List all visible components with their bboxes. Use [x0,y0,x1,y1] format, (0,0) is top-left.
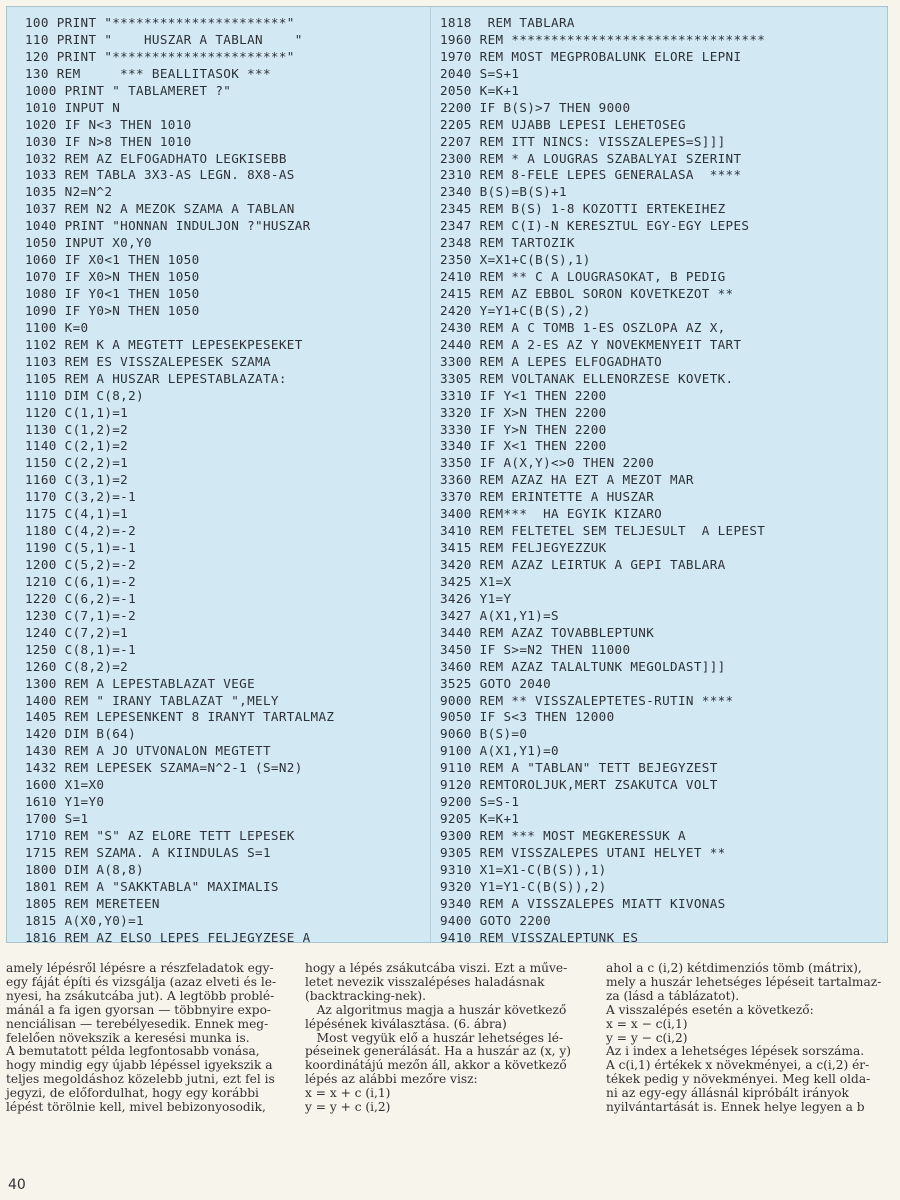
code-line: 2348 REM TARTOZIK [440,235,575,251]
text-line: jegyzi, de előfordulhat, hogy egy korábbi [6,1086,259,1101]
code-line: 1818 REM TABLARA [440,15,575,30]
article-column-1 [6,962,287,1115]
code-line: 1033 REM TABLA 3X3-AS LEGN. 8X8-AS [25,167,295,183]
code-line: 1130 C(1,2)=2 [25,421,129,437]
code-line: 3427 A(X1,Y1)=S [440,607,559,623]
code-line: 1816 REM AZ ELSO LEPES FELJEGYZESE A [25,929,311,945]
code-line: 9300 REM *** MOST MEGKERESSUK A [440,828,686,843]
code-line: 1710 REM "S" AZ ELORE TETT LEPESEK [25,828,295,843]
code-line: 3450 IF S>=N2 THEN 11000 [440,641,631,657]
code-line: 1220 C(6,2)=-1 [25,590,137,606]
code-line: 2347 REM C(I)-N KERESZTUL EGY-EGY LEPES [440,218,750,234]
code-line: 2440 REM A 2-ES AZ Y NOVEKMENYEIT TART [440,336,742,352]
code-line: 2310 REM 8-FELE LEPES GENERALASA **** [440,167,742,183]
article-column-3 [606,962,894,1115]
text-line: lépésének kiválasztása. (6. ábra) [305,1016,507,1031]
code-line: 9120 REMTOROLJUK,MERT ZSAKUTCA VOLT [440,777,718,793]
code-line: 1432 REM LEPESEK SZAMA=N^2-1 (S=N2) [25,760,303,776]
code-line: 100 PRINT "**********************" [25,15,295,30]
code-line: 1100 K=0 [25,319,89,335]
code-line: 9060 B(S)=0 [440,726,528,742]
code-line: 1080 IF Y0<1 THEN 1050 [25,286,200,301]
text-line: péseinek generálását. Ha a huszár az (x, y) [305,1044,572,1059]
code-line: 1210 C(6,1)=-2 [25,573,137,589]
code-line: 1110 DIM C(8,2) [25,387,144,403]
code-line: 1170 C(3,2)=-1 [25,489,137,505]
code-line: 1032 REM AZ ELFOGADHATO LEGKISEBB [25,150,287,166]
code-line: 3525 GOTO 2040 [440,675,552,691]
code-line: 3410 REM FELTETEL SEM TELJESULT A LEPEST [440,523,766,539]
code-line: 3415 REM FELJEGYEZZUK [440,540,607,556]
text-line: x = x + c (i,1) [305,1086,391,1101]
code-line: 1030 IF N>8 THEN 1010 [25,133,192,149]
text-line: nyilvántartását is. Ennek helye legyen a b [606,1100,865,1115]
text-line: hogy a lépés zsákutcába viszi. Ezt a műve- [305,961,568,975]
code-line: 3420 REM AZAZ LEIRTUK A GEPI TABLARA [440,557,726,572]
text-line: letet nevezik visszalépéses haladásnak [305,974,545,989]
code-line: 1040 PRINT "HONNAN INDULJON ?"HUSZAR [25,218,311,234]
text-line: A visszalépés esetén a következő: [606,1002,814,1017]
code-line: 1120 C(1,1)=1 [25,404,129,420]
text-line: felelően növekszik a keresési munka is. [6,1030,250,1045]
code-line: 110 PRINT " HUSZAR A TABLAN " [25,31,303,47]
code-line: 2340 B(S)=B(S)+1 [440,184,567,200]
text-line: hogy mindig egy újabb lépéssel igyekszik a [6,1058,273,1073]
code-line: 2430 REM A C TOMB 1-ES OSZLOPA AZ X, [440,319,726,335]
code-line: 9205 K=K+1 [440,811,520,827]
code-line: 1190 C(5,1)=-1 [25,540,137,556]
code-line: 2200 IF B(S)>7 THEN 9000 [440,99,631,115]
code-line: 1010 INPUT N [25,99,121,115]
code-line: 9050 IF S<3 THEN 12000 [440,709,615,725]
article-column-2 [305,962,590,1115]
code-line: 3370 REM ERINTETTE A HUSZAR [440,489,655,505]
code-line: 1600 X1=X0 [25,777,105,793]
code-line: 1801 REM A "SAKKTABLA" MAXIMALIS [25,878,279,894]
code-line: 9110 REM A "TABLAN" TETT BEJEGYZEST [440,760,718,776]
code-line: 9000 REM ** VISSZALEPTETES-RUTIN **** [440,692,734,708]
text-line: egy fáját építi és vizsgálja (azaz elveti és le- [6,974,277,989]
code-line: 1700 S=1 [25,811,89,827]
program-listing [6,6,888,943]
text-line: nyesi, ha zsákutcába jut). A legtöbb problé- [6,988,275,1003]
code-line: 120 PRINT "**********************" [25,48,295,64]
text-line: (backtracking-nek). [305,988,426,1003]
text-line: tékek pedig y növekményei. Meg kell olda- [606,1072,871,1087]
code-line: 1230 C(7,1)=-2 [25,607,137,623]
code-line: 1240 C(7,2)=1 [25,624,129,640]
text-line: Az algoritmus magja a huszár következő [305,1002,567,1017]
code-line: 9340 REM A VISSZALEPES MIATT KIVONAS [440,895,726,911]
code-line: 1050 INPUT X0,Y0 [25,235,152,251]
code-line: 2410 REM ** C A LOUGRASOKAT, B PEDIG [440,269,726,285]
code-line: 1180 C(4,2)=-2 [25,523,137,539]
code-line: 3305 REM VOLTANAK ELLENORZESE KOVETK. [440,370,734,386]
code-line: 2420 Y=Y1+C(B(S),2) [440,302,591,318]
code-line: 1805 REM MERETEEN [25,895,160,911]
code-line: 1300 REM A LEPESTABLAZAT VEGE [25,675,256,691]
code-line: 9320 Y1=Y1-C(B(S)),2) [440,878,607,894]
code-line: 1960 REM ******************************** [440,31,766,47]
column-divider [430,7,431,942]
code-line: 130 REM *** BEALLITASOK *** [25,65,271,81]
code-line: 3440 REM AZAZ TOVABBLEPTUNK [440,624,655,640]
text-line: mely a huszár lehetséges lépéseit tartalmaz- [606,974,882,989]
text-line: x = x − c(i,1) [606,1016,688,1031]
text-line: lépés az alábbi mezőre visz: [305,1072,478,1087]
code-line: 9310 X1=X1-C(B(S)),1) [440,861,607,877]
code-line: 2345 REM B(S) 1-8 KOZOTTI ERTEKEIHEZ [440,201,726,217]
code-line: 3320 IF X>N THEN 2200 [440,404,607,420]
text-line: lépést törölnie kell, mivel bebizonyosodik, [6,1100,266,1115]
code-line: 1610 Y1=Y0 [25,794,105,810]
code-line: 2207 REM ITT NINCS: VISSZALEPES=S]]] [440,133,726,149]
code-line: 1070 IF X0>N THEN 1050 [25,269,200,285]
text-line: ahol a c (i,2) kétdimenziós tömb (mátrix), [606,961,862,975]
code-line: 1160 C(3,1)=2 [25,472,129,488]
listing-right-column [440,15,885,947]
text-line: koordinátájú mezőn áll, akkor a következő [305,1058,567,1073]
code-line: 1103 REM ES VISSZALEPESEK SZAMA [25,353,271,369]
code-line: 2205 REM UJABB LEPESI LEHETOSEG [440,116,686,132]
text-line: A bemutatott példa legfontosabb vonása, [6,1044,260,1059]
code-line: 1140 C(2,1)=2 [25,438,129,454]
text-line: teljes megoldáshoz közelebb jutni, ezt fel is [6,1072,275,1087]
code-line: 1430 REM A JO UTVONALON MEGTETT [25,743,271,759]
code-line: 9410 REM VISSZALEPTUNK ES [440,929,639,945]
text-line: mánál a fa igen gyorsan — többnyire expo- [6,1002,272,1017]
code-line: 1035 N2=N^2 [25,184,113,200]
code-line: 3330 IF Y>N THEN 2200 [440,421,607,437]
code-line: 2040 S=S+1 [440,65,520,81]
code-line: 1970 REM MOST MEGPROBALUNK ELORE LEPNI [440,48,742,64]
code-line: 3426 Y1=Y [440,590,512,606]
code-line: 3350 IF A(X,Y)<>0 THEN 2200 [440,455,655,471]
code-line: 2350 X=X1+C(B(S),1) [440,252,591,268]
code-line: 9200 S=S-1 [440,794,520,810]
code-line: 2300 REM * A LOUGRAS SZABALYAI SZERINT [440,150,742,166]
code-line: 1150 C(2,2)=1 [25,455,129,471]
text-line: Az i index a lehetséges lépések sorszáma. [606,1044,865,1059]
code-line: 1800 DIM A(8,8) [25,861,144,877]
code-line: 3400 REM*** HA EGYIK KIZARO [440,506,663,522]
code-line: 9400 GOTO 2200 [440,912,552,928]
code-line: 1060 IF X0<1 THEN 1050 [25,252,200,268]
text-line: A c(i,1) értékek x növekményei, a c(i,2) ér- [606,1058,870,1073]
text-line: amely lépésről lépésre a részfeladatok egy- [6,961,274,975]
code-line: 1102 REM K A MEGTETT LEPESEKPESEKET [25,336,303,352]
text-line: Most vegyük elő a huszár lehetséges lé- [305,1030,564,1045]
code-line: 3310 IF Y<1 THEN 2200 [440,387,607,403]
text-line: ni az egy-egy állásnál kipróbált irányok [606,1086,849,1101]
code-line: 1105 REM A HUSZAR LEPESTABLAZATA: [25,370,287,386]
code-line: 3360 REM AZAZ HA EZT A MEZOT MAR [440,472,694,488]
page-number: 40 [8,1177,26,1193]
code-line: 3340 IF X<1 THEN 2200 [440,438,607,454]
code-line: 1405 REM LEPESENKENT 8 IRANYT TARTALMAZ [25,709,335,725]
code-line: 1250 C(8,1)=-1 [25,641,137,657]
listing-left-column [25,15,430,947]
text-line: y = y + c (i,2) [305,1100,391,1115]
code-line: 1000 PRINT " TABLAMERET ?" [25,82,232,98]
code-line: 1715 REM SZAMA. A KIINDULAS S=1 [25,844,271,860]
code-line: 1200 C(5,2)=-2 [25,557,137,572]
text-line: nenciálisan — terebélyesedik. Ennek meg- [6,1016,269,1031]
code-line: 1020 IF N<3 THEN 1010 [25,116,192,132]
code-line: 1090 IF Y0>N THEN 1050 [25,302,200,318]
code-line: 2050 K=K+1 [440,82,520,98]
code-line: 1400 REM " IRANY TABLAZAT ",MELY [25,692,279,708]
text-line: y = y − c(i,2) [606,1030,688,1045]
code-line: 1260 C(8,2)=2 [25,658,129,674]
code-line: 1175 C(4,1)=1 [25,506,129,522]
code-line: 9305 REM VISSZALEPES UTANI HELYET ** [440,844,726,860]
code-line: 1420 DIM B(64) [25,726,137,742]
text-line: za (lásd a táblázatot). [606,988,740,1003]
code-line: 9100 A(X1,Y1)=0 [440,743,559,759]
code-line: 3300 REM A LEPES ELFOGADHATO [440,353,663,369]
code-line: 1815 A(X0,Y0)=1 [25,912,144,928]
code-line: 1037 REM N2 A MEZOK SZAMA A TABLAN [25,201,295,217]
code-line: 3425 X1=X [440,573,512,589]
code-line: 3460 REM AZAZ TALALTUNK MEGOLDAST]]] [440,658,726,674]
code-line: 2415 REM AZ EBBOL SORON KOVETKEZOT ** [440,286,734,301]
